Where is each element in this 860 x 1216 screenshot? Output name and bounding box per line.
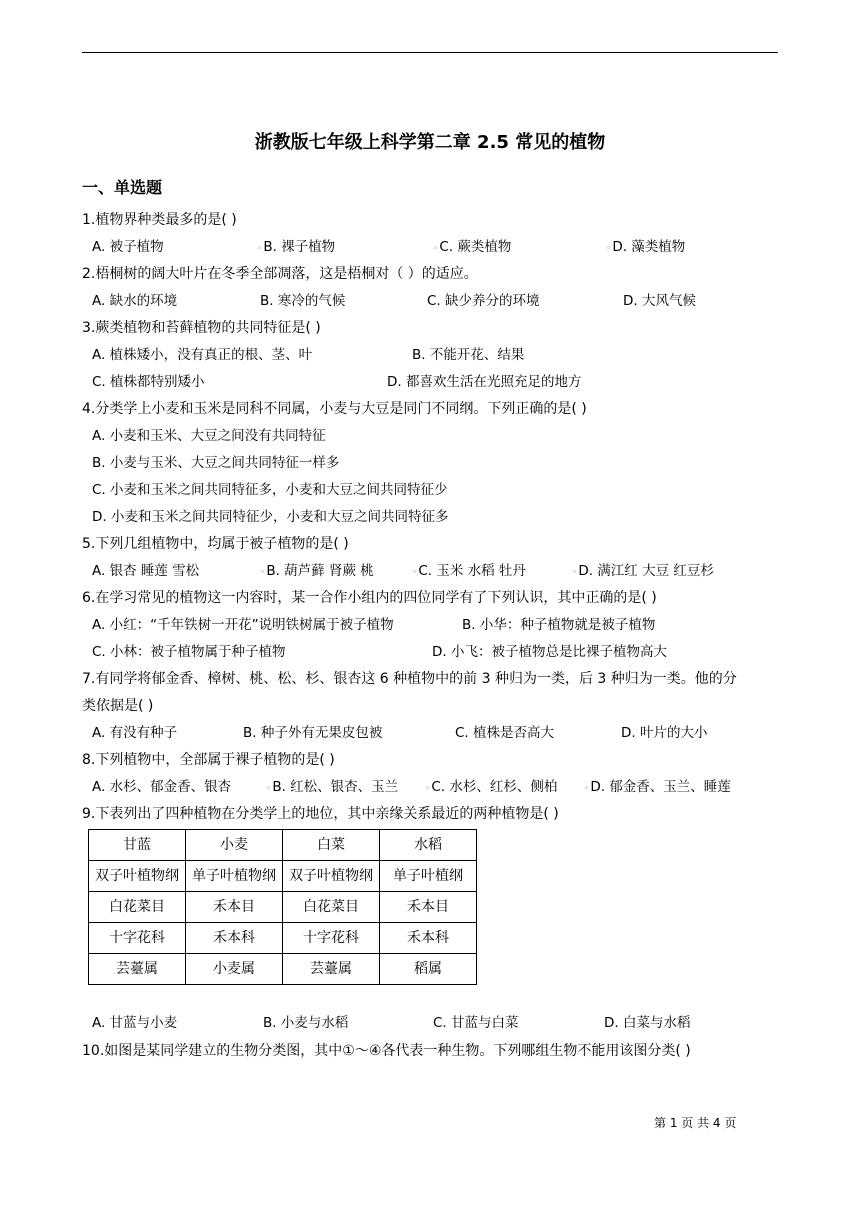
table-cell: 十字花科	[283, 923, 380, 954]
header-rule	[82, 52, 778, 53]
question-7-option-a: A. 有没有种子	[92, 725, 178, 741]
bullet-dot-icon: ◦	[425, 784, 431, 794]
question-7-option-d: D. 叶片的大小	[621, 725, 708, 741]
question-4-option-b: B. 小麦与玉米、大豆之间共同特征一样多	[92, 455, 340, 471]
table-row	[89, 861, 477, 892]
question-10-stem: 10.如图是某同学建立的生物分类图，其中①～④各代表一种生物。下列哪组生物不能用该图分类( )	[82, 1043, 691, 1059]
table-cell: 单子叶植物纲	[186, 861, 283, 892]
question-6-option-a: A. 小红：“千年铁树一开花”说明铁树属于被子植物	[92, 617, 394, 633]
question-1-option-a: A. 被子植物	[92, 239, 164, 255]
bullet-dot-icon: ◦	[257, 244, 263, 254]
question-5-option-a: A. 银杏 睡莲 雪松	[92, 563, 200, 579]
question-5-stem: 5.下列几组植物中，均属于被子植物的是( )	[82, 536, 349, 552]
table-row	[89, 954, 477, 985]
table-row	[89, 892, 477, 923]
bullet-dot-icon: ◦	[606, 244, 612, 254]
question-2-option-c: C. 缺少养分的环境	[427, 293, 540, 309]
table-cell: 水稻	[380, 830, 477, 861]
bullet-dot-icon: ◦	[584, 784, 590, 794]
table-cell: 禾本目	[380, 892, 477, 923]
question-9-option-d: D. 白菜与水稻	[604, 1015, 691, 1031]
question-3-option-d: D. 都喜欢生活在光照充足的地方	[387, 374, 582, 390]
question-3-stem: 3.蕨类植物和苔藓植物的共同特征是( )	[82, 320, 321, 336]
question-8-stem: 8.下列植物中，全部属于裸子植物的是( )	[82, 752, 335, 768]
question-7-stem-line-1: 7.有同学将郁金香、樟树、桃、松、杉、银杏这 6 种植物中的前 3 种归为一类，后 3 种归为一类。他的分	[82, 671, 737, 687]
question-5-option-c: ◦C. 玉米 水稻 牡丹	[412, 563, 526, 579]
question-1-option-c: ◦C. 蕨类植物	[433, 239, 512, 255]
question-1-stem: 1.植物界种类最多的是( )	[82, 212, 237, 228]
table-cell: 禾本科	[186, 923, 283, 954]
question-9-option-b: B. 小麦与水稻	[263, 1015, 349, 1031]
question-5-option-d: ◦D. 满江红 大豆 红豆杉	[572, 563, 714, 579]
table-cell: 芸薹属	[89, 954, 186, 985]
table-cell: 双子叶植物纲	[283, 861, 380, 892]
question-8-option-d: ◦D. 郁金香、玉兰、睡莲	[584, 779, 731, 795]
question-4-stem: 4.分类学上小麦和玉米是同科不同属，小麦与大豆是同门不同纲。下列正确的是( )	[82, 401, 587, 417]
bullet-dot-icon: ◦	[572, 568, 578, 578]
table-row	[89, 923, 477, 954]
question-9-stem: 9.下表列出了四种植物在分类学上的地位，其中亲缘关系最近的两种植物是( )	[82, 806, 559, 822]
question-4-option-d: D. 小麦和玉米之间共同特征少，小麦和大豆之间共同特征多	[92, 509, 449, 525]
table-row	[89, 830, 477, 861]
page-footer: 第 1 页 共 4 页	[654, 1116, 737, 1130]
question-6-option-d: D. 小飞：被子植物总是比裸子植物高大	[432, 644, 667, 660]
question-6-option-b: B. 小华：种子植物就是被子植物	[462, 617, 656, 633]
question-2-option-d: D. 大风气候	[623, 293, 696, 309]
table-cell: 白花菜目	[89, 892, 186, 923]
question-7-stem-line-2: 类依据是( )	[82, 698, 154, 714]
question-2-option-b: B. 寒冷的气候	[260, 293, 346, 309]
question-3-option-a: A. 植株矮小，没有真正的根、茎、叶	[92, 347, 313, 363]
bullet-dot-icon: ◦	[260, 568, 266, 578]
question-9-option-c: C. 甘蓝与白菜	[433, 1015, 519, 1031]
bullet-dot-icon: ◦	[266, 784, 272, 794]
table-cell: 甘蓝	[89, 830, 186, 861]
bullet-dot-icon: ◦	[412, 568, 418, 578]
question-7-option-b: B. 种子外有无果皮包被	[243, 725, 383, 741]
table-cell: 小麦	[186, 830, 283, 861]
question-9-option-a: A. 甘蓝与小麦	[92, 1015, 178, 1031]
question-2-stem: 2.梧桐树的阔大叶片在冬季全部凋落，这是梧桐对（ ）的适应。	[82, 266, 478, 282]
question-8-option-a: A. 水杉、郁金香、银杏	[92, 779, 232, 795]
bullet-dot-icon: ◦	[433, 244, 439, 254]
question-6-option-c: C. 小林：被子植物属于种子植物	[92, 644, 286, 660]
document-title: 浙教版七年级上科学第二章 2.5 常见的植物	[254, 132, 606, 153]
table-cell: 双子叶植物纲	[89, 861, 186, 892]
question-2-option-a: A. 缺水的环境	[92, 293, 178, 309]
table-cell: 小麦属	[186, 954, 283, 985]
table-cell: 禾本科	[380, 923, 477, 954]
table-cell: 芸薹属	[283, 954, 380, 985]
question-5-option-b: ◦B. 葫芦藓 肾蕨 桃	[260, 563, 374, 579]
table-cell: 稻属	[380, 954, 477, 985]
table-cell: 禾本目	[186, 892, 283, 923]
question-8-option-b: ◦B. 红松、银杏、玉兰	[266, 779, 399, 795]
question-7-option-c: C. 植株是否高大	[455, 725, 555, 741]
question-8-option-c: ◦C. 水杉、红杉、侧柏	[425, 779, 558, 795]
table-cell: 白花菜目	[283, 892, 380, 923]
section-heading: 一、单选题	[82, 178, 163, 197]
question-3-option-b: B. 不能开花、结果	[412, 347, 525, 363]
question-4-option-c: C. 小麦和玉米之间共同特征多，小麦和大豆之间共同特征少	[92, 482, 448, 498]
table-cell: 白菜	[283, 830, 380, 861]
table-cell: 十字花科	[89, 923, 186, 954]
table-cell: 单子叶植纲	[380, 861, 477, 892]
question-3-option-c: C. 植株都特别矮小	[92, 374, 205, 390]
question-1-option-d: ◦D. 藻类植物	[606, 239, 686, 255]
question-1-option-b: ◦B. 裸子植物	[257, 239, 336, 255]
classification-table	[88, 829, 477, 985]
question-4-option-a: A. 小麦和玉米、大豆之间没有共同特征	[92, 428, 326, 444]
question-6-stem: 6.在学习常见的植物这一内容时，某一合作小组内的四位同学有了下列认识，其中正确的是( )	[82, 590, 657, 606]
